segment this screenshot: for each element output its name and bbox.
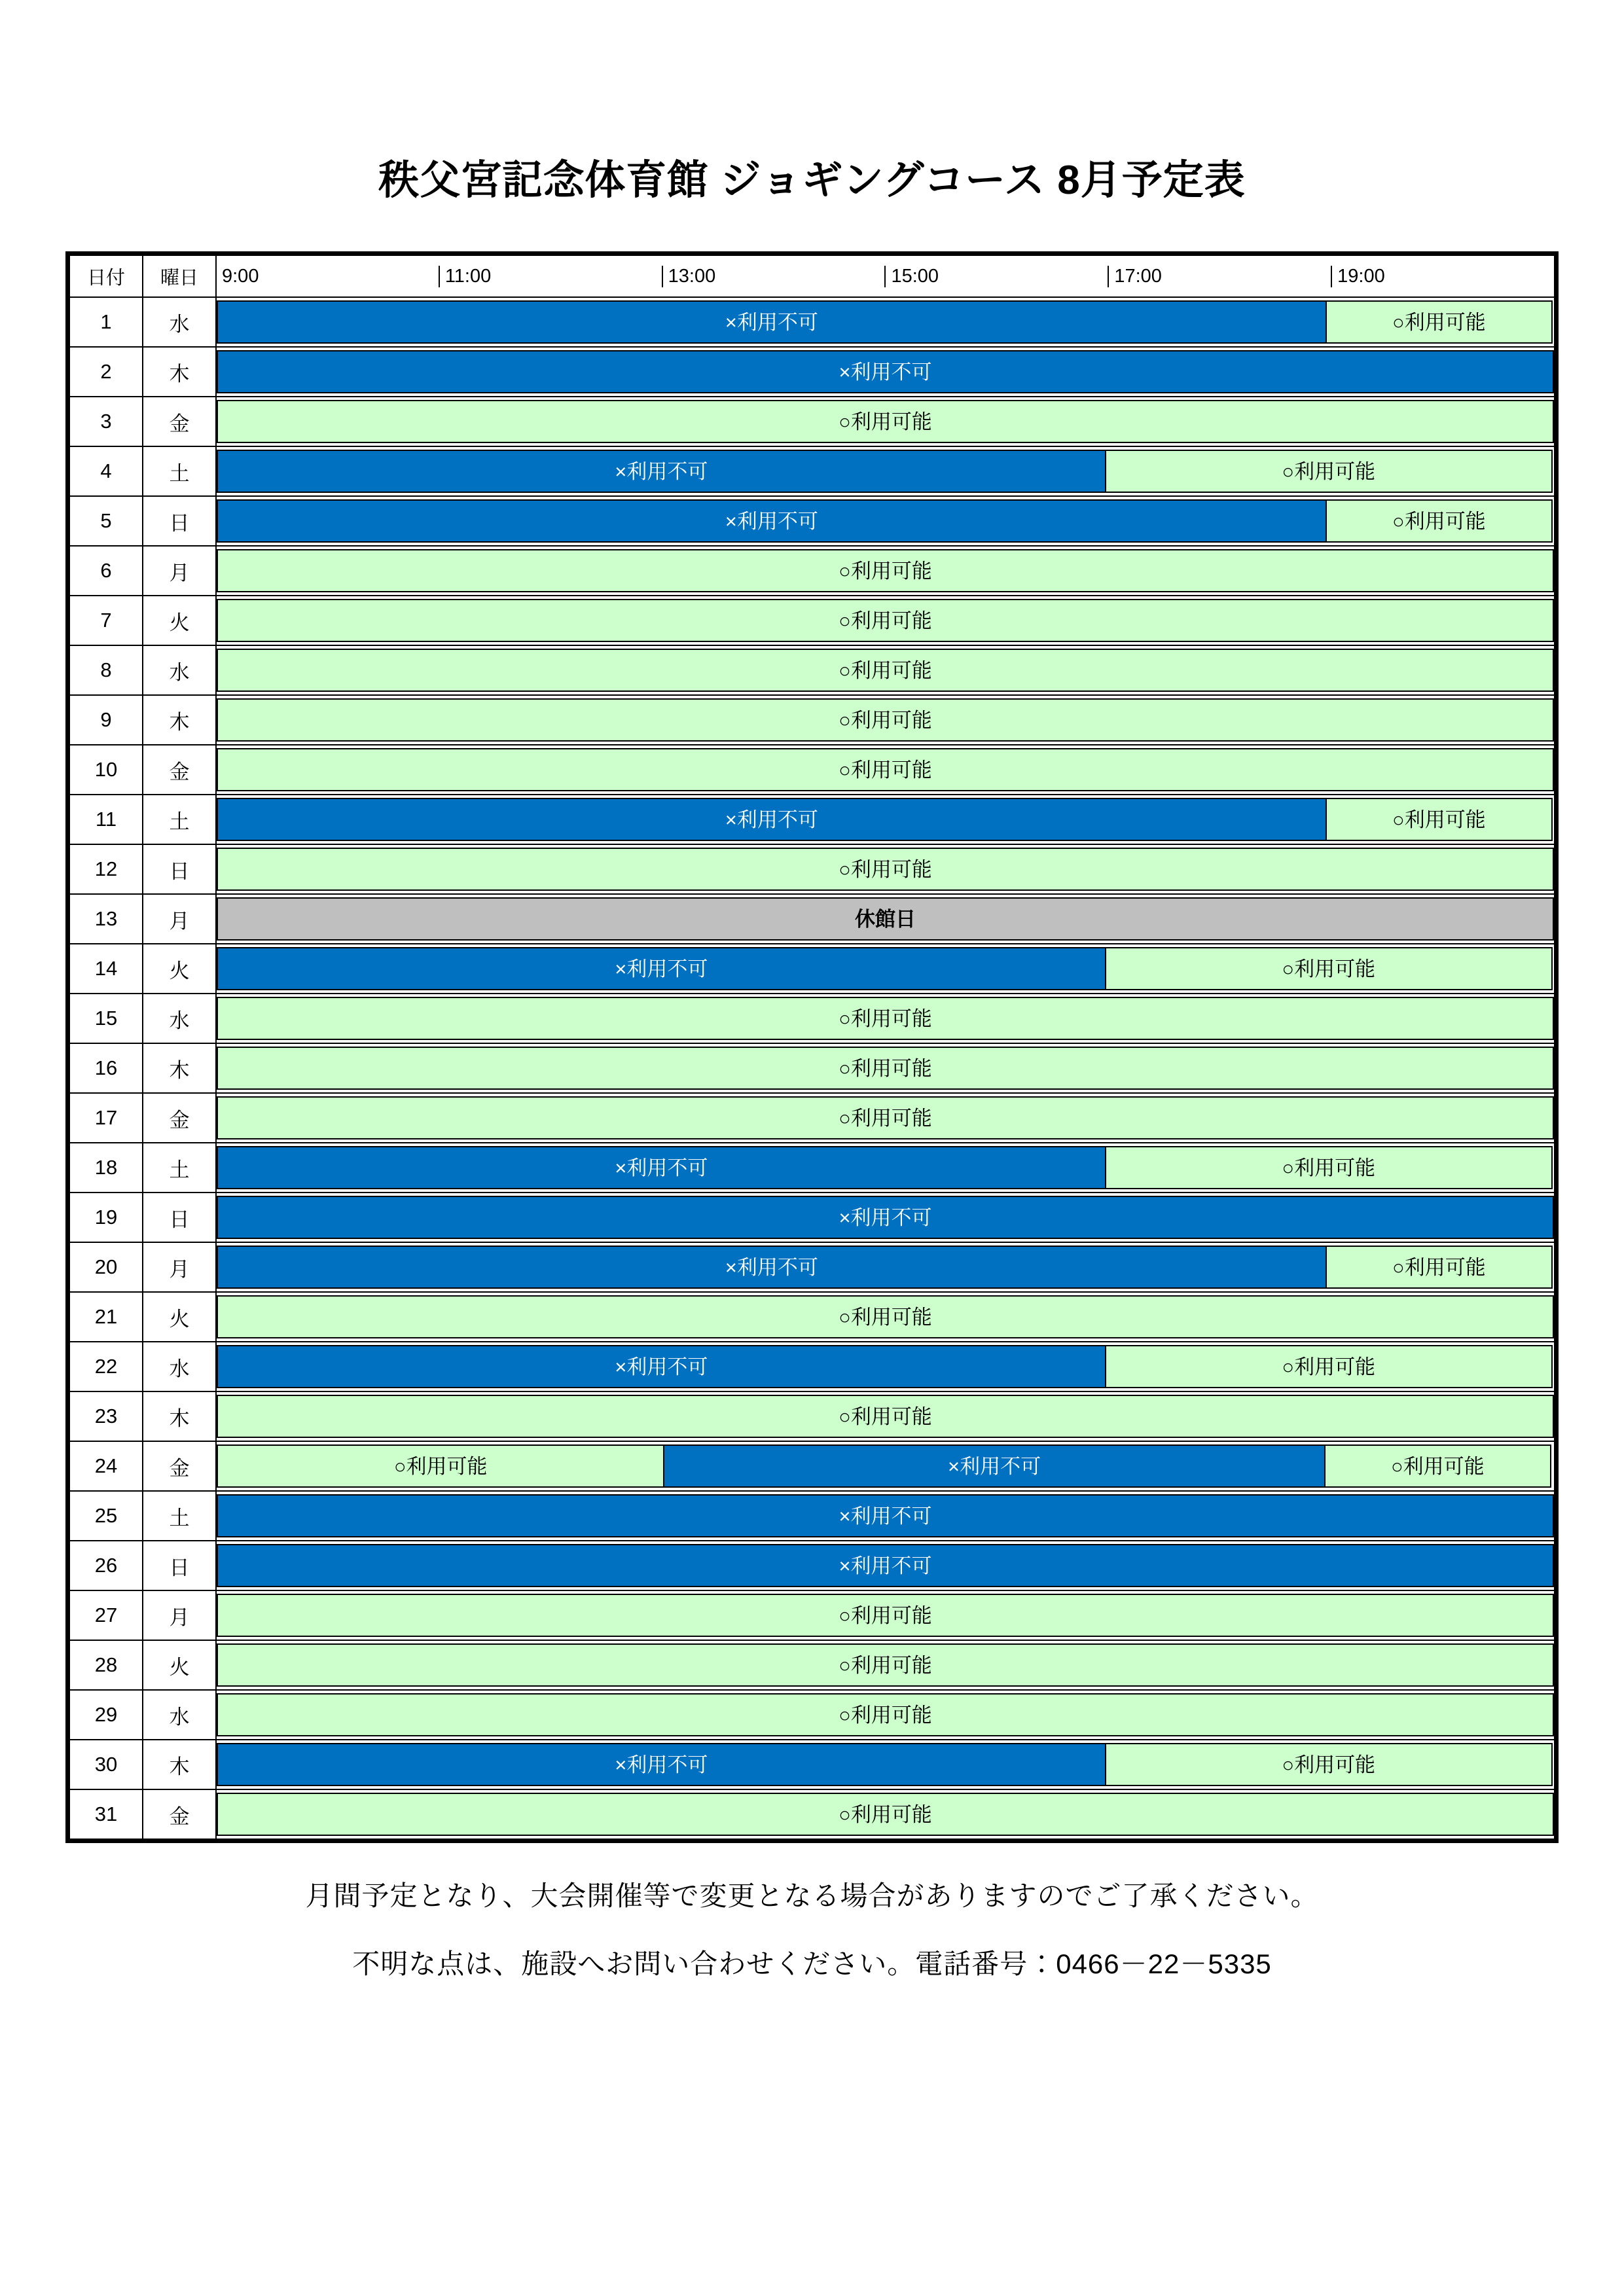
table-row <box>69 496 1555 546</box>
cell-availability-timeline <box>216 496 1555 546</box>
table-row <box>69 397 1555 446</box>
cell-day-of-week: 月 <box>143 1590 216 1640</box>
availability-segment-closed: 休館日 <box>217 897 1554 941</box>
cell-day-of-week: 金 <box>143 397 216 446</box>
availability-segment-available: ○利用可能 <box>217 848 1554 891</box>
availability-segment-available: ○利用可能 <box>217 649 1554 692</box>
cell-date: 19 <box>69 1193 143 1242</box>
cell-availability-timeline <box>216 1143 1555 1193</box>
cell-day-of-week: 木 <box>143 347 216 397</box>
cell-date: 6 <box>69 546 143 596</box>
table-row <box>69 446 1555 496</box>
notes-section <box>65 1874 1559 1982</box>
availability-segment-unavailable: ×利用不可 <box>217 350 1554 393</box>
note-schedule-change: 月間予定となり、大会開催等で変更となる場合がありますのでご了承ください。 <box>305 1880 1319 1911</box>
cell-date: 31 <box>69 1789 143 1839</box>
cell-date: 9 <box>69 695 143 745</box>
cell-day-of-week: 金 <box>143 745 216 795</box>
cell-date: 2 <box>69 347 143 397</box>
availability-segment-available: ○利用可能 <box>1326 499 1553 543</box>
table-row <box>69 1491 1555 1541</box>
availability-segment-unavailable: ×利用不可 <box>217 499 1327 543</box>
cell-day-of-week: 月 <box>143 546 216 596</box>
table-row <box>69 1242 1555 1292</box>
availability-segment-available: ○利用可能 <box>217 698 1554 742</box>
table-row <box>69 844 1555 894</box>
cell-day-of-week: 土 <box>143 795 216 844</box>
cell-date: 15 <box>69 994 143 1043</box>
availability-segment-available: ○利用可能 <box>217 549 1554 592</box>
availability-segment-available: ○利用可能 <box>217 1643 1554 1687</box>
time-tick-1500: 15:00 <box>884 266 1108 287</box>
availability-segment-available: ○利用可能 <box>217 1096 1554 1139</box>
cell-availability-timeline <box>216 1740 1555 1789</box>
cell-day-of-week: 木 <box>143 1043 216 1093</box>
cell-day-of-week: 水 <box>143 1342 216 1391</box>
cell-availability-timeline <box>216 1242 1555 1292</box>
cell-availability-timeline <box>216 347 1555 397</box>
availability-segment-available: ○利用可能 <box>1326 1246 1553 1289</box>
availability-segment-available: ○利用可能 <box>1326 300 1553 344</box>
table-row <box>69 1640 1555 1690</box>
cell-date: 10 <box>69 745 143 795</box>
availability-segment-available: ○利用可能 <box>217 1395 1554 1438</box>
schedule-table <box>69 255 1555 1840</box>
availability-segment-unavailable: ×利用不可 <box>217 450 1106 493</box>
cell-date: 5 <box>69 496 143 546</box>
cell-day-of-week: 金 <box>143 1441 216 1491</box>
cell-day-of-week: 金 <box>143 1093 216 1143</box>
table-row <box>69 1093 1555 1143</box>
cell-availability-timeline <box>216 994 1555 1043</box>
availability-segment-unavailable: ×利用不可 <box>217 1146 1106 1189</box>
availability-segment-unavailable: ×利用不可 <box>217 947 1106 990</box>
time-tick-1300: 13:00 <box>662 266 885 287</box>
table-row <box>69 546 1555 596</box>
table-row <box>69 1541 1555 1590</box>
table-row <box>69 894 1555 944</box>
time-tick-900: 9:00 <box>222 265 259 287</box>
table-row <box>69 1789 1555 1839</box>
table-row <box>69 1342 1555 1391</box>
cell-day-of-week: 日 <box>143 496 216 546</box>
cell-availability-timeline <box>216 1491 1555 1541</box>
table-row <box>69 994 1555 1043</box>
table-row <box>69 297 1555 347</box>
availability-segment-available: ○利用可能 <box>1105 1345 1553 1388</box>
cell-day-of-week: 水 <box>143 1690 216 1740</box>
availability-segment-available: ○利用可能 <box>217 1295 1554 1338</box>
cell-date: 17 <box>69 1093 143 1143</box>
cell-date: 23 <box>69 1391 143 1441</box>
availability-segment-available: ○利用可能 <box>217 997 1554 1040</box>
cell-availability-timeline <box>216 1342 1555 1391</box>
column-header-timeline <box>216 255 1555 297</box>
cell-day-of-week: 土 <box>143 446 216 496</box>
cell-day-of-week: 木 <box>143 695 216 745</box>
table-row <box>69 1043 1555 1093</box>
cell-day-of-week: 火 <box>143 944 216 994</box>
availability-segment-available: ○利用可能 <box>217 1693 1554 1736</box>
cell-availability-timeline <box>216 645 1555 695</box>
cell-day-of-week: 土 <box>143 1143 216 1193</box>
cell-availability-timeline <box>216 944 1555 994</box>
cell-availability-timeline <box>216 1690 1555 1740</box>
cell-date: 8 <box>69 645 143 695</box>
cell-day-of-week: 火 <box>143 596 216 645</box>
time-tick-1900: 19:00 <box>1331 266 1554 287</box>
schedule-table-container <box>65 251 1559 1843</box>
table-row <box>69 1292 1555 1342</box>
cell-availability-timeline <box>216 297 1555 347</box>
note-contact: 不明な点は、施設へお問い合わせください。電話番号：0466－22－5335 <box>352 1948 1272 1979</box>
cell-date: 1 <box>69 297 143 347</box>
table-row <box>69 1740 1555 1789</box>
availability-segment-unavailable: ×利用不可 <box>217 300 1327 344</box>
cell-day-of-week: 日 <box>143 844 216 894</box>
cell-availability-timeline <box>216 1590 1555 1640</box>
cell-date: 24 <box>69 1441 143 1491</box>
cell-availability-timeline <box>216 745 1555 795</box>
availability-segment-available: ○利用可能 <box>1324 1444 1551 1488</box>
table-row <box>69 1193 1555 1242</box>
cell-date: 7 <box>69 596 143 645</box>
cell-availability-timeline <box>216 1391 1555 1441</box>
cell-availability-timeline <box>216 1640 1555 1690</box>
availability-segment-unavailable: ×利用不可 <box>217 1494 1554 1537</box>
table-body <box>69 297 1555 1839</box>
availability-segment-unavailable: ×利用不可 <box>663 1444 1325 1488</box>
table-row <box>69 596 1555 645</box>
page-title: 秩父宮記念体育館 ジョギングコース 8月予定表 <box>378 158 1246 203</box>
table-row <box>69 695 1555 745</box>
table-row <box>69 1590 1555 1640</box>
cell-day-of-week: 日 <box>143 1193 216 1242</box>
availability-segment-available: ○利用可能 <box>217 400 1554 443</box>
cell-date: 26 <box>69 1541 143 1590</box>
availability-segment-available: ○利用可能 <box>1105 450 1553 493</box>
availability-segment-available: ○利用可能 <box>1326 798 1553 841</box>
cell-day-of-week: 土 <box>143 1491 216 1541</box>
cell-date: 25 <box>69 1491 143 1541</box>
availability-segment-unavailable: ×利用不可 <box>217 798 1327 841</box>
availability-segment-unavailable: ×利用不可 <box>217 1743 1106 1786</box>
table-row <box>69 745 1555 795</box>
availability-segment-available: ○利用可能 <box>1105 1146 1553 1189</box>
cell-date: 20 <box>69 1242 143 1292</box>
cell-date: 16 <box>69 1043 143 1093</box>
availability-segment-available: ○利用可能 <box>217 1793 1554 1836</box>
availability-segment-unavailable: ×利用不可 <box>217 1345 1106 1388</box>
availability-segment-unavailable: ×利用不可 <box>217 1196 1554 1239</box>
availability-segment-unavailable: ×利用不可 <box>217 1544 1554 1587</box>
availability-segment-available: ○利用可能 <box>217 1047 1554 1090</box>
column-header-dow: 曜日 <box>143 255 216 297</box>
cell-availability-timeline <box>216 695 1555 745</box>
availability-segment-available: ○利用可能 <box>217 748 1554 791</box>
cell-availability-timeline <box>216 1441 1555 1491</box>
cell-availability-timeline <box>216 1541 1555 1590</box>
cell-day-of-week: 月 <box>143 1242 216 1292</box>
cell-availability-timeline <box>216 844 1555 894</box>
table-row <box>69 1143 1555 1193</box>
availability-segment-available: ○利用可能 <box>217 1444 664 1488</box>
cell-availability-timeline <box>216 596 1555 645</box>
availability-segment-available: ○利用可能 <box>1105 1743 1553 1786</box>
cell-day-of-week: 水 <box>143 645 216 695</box>
cell-availability-timeline <box>216 446 1555 496</box>
availability-segment-unavailable: ×利用不可 <box>217 1246 1327 1289</box>
cell-availability-timeline <box>216 894 1555 944</box>
availability-segment-available: ○利用可能 <box>217 599 1554 642</box>
cell-day-of-week: 金 <box>143 1789 216 1839</box>
cell-date: 27 <box>69 1590 143 1640</box>
table-header <box>69 255 1555 297</box>
cell-date: 28 <box>69 1640 143 1690</box>
cell-date: 13 <box>69 894 143 944</box>
cell-date: 21 <box>69 1292 143 1342</box>
cell-day-of-week: 木 <box>143 1391 216 1441</box>
cell-date: 11 <box>69 795 143 844</box>
table-row <box>69 1441 1555 1491</box>
cell-day-of-week: 水 <box>143 297 216 347</box>
time-tick-1700: 17:00 <box>1108 266 1331 287</box>
cell-date: 22 <box>69 1342 143 1391</box>
cell-date: 4 <box>69 446 143 496</box>
cell-day-of-week: 日 <box>143 1541 216 1590</box>
availability-segment-available: ○利用可能 <box>217 1594 1554 1637</box>
cell-availability-timeline <box>216 397 1555 446</box>
cell-date: 29 <box>69 1690 143 1740</box>
cell-day-of-week: 火 <box>143 1292 216 1342</box>
table-row <box>69 1690 1555 1740</box>
cell-date: 14 <box>69 944 143 994</box>
cell-day-of-week: 水 <box>143 994 216 1043</box>
cell-availability-timeline <box>216 1043 1555 1093</box>
time-tick-1100: 11:00 <box>439 266 662 287</box>
cell-date: 12 <box>69 844 143 894</box>
cell-date: 30 <box>69 1740 143 1789</box>
cell-availability-timeline <box>216 1093 1555 1143</box>
table-row <box>69 645 1555 695</box>
cell-availability-timeline <box>216 546 1555 596</box>
cell-availability-timeline <box>216 1292 1555 1342</box>
table-row <box>69 1391 1555 1441</box>
cell-day-of-week: 木 <box>143 1740 216 1789</box>
cell-availability-timeline <box>216 1193 1555 1242</box>
cell-day-of-week: 月 <box>143 894 216 944</box>
cell-availability-timeline <box>216 1789 1555 1839</box>
cell-availability-timeline <box>216 795 1555 844</box>
cell-day-of-week: 火 <box>143 1640 216 1690</box>
cell-date: 18 <box>69 1143 143 1193</box>
cell-date: 3 <box>69 397 143 446</box>
table-row <box>69 944 1555 994</box>
table-row <box>69 795 1555 844</box>
column-header-date: 日付 <box>69 255 143 297</box>
availability-segment-available: ○利用可能 <box>1105 947 1553 990</box>
table-row <box>69 347 1555 397</box>
